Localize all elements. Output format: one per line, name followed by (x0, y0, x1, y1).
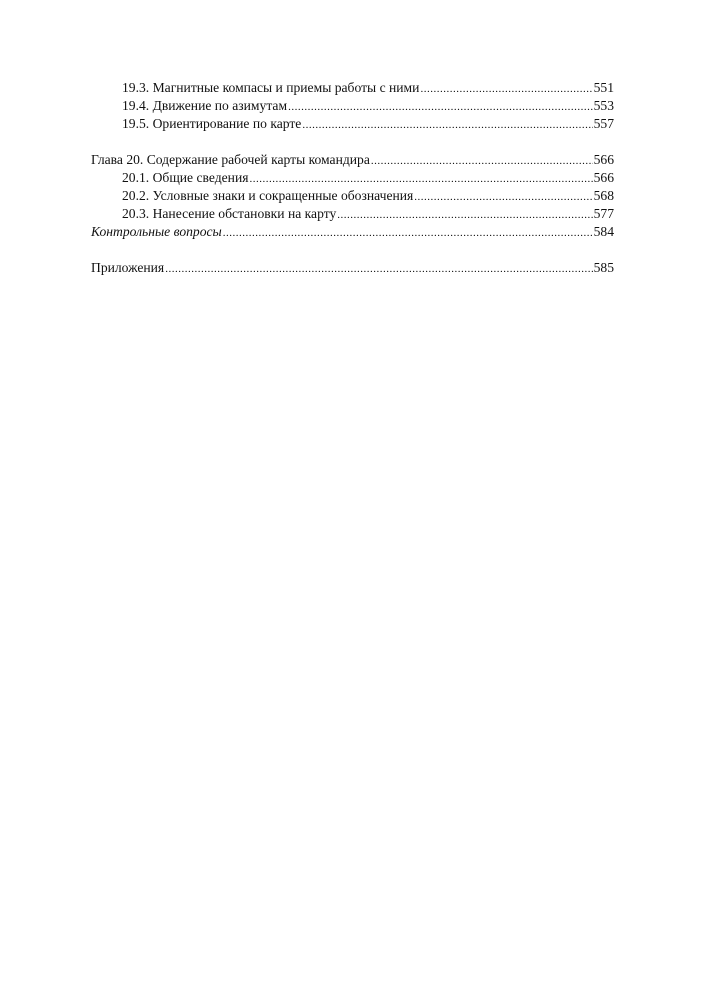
toc-entry-page: 553 (593, 98, 614, 113)
toc-appendix-entry (91, 259, 614, 277)
toc-entry-label: 19.4. Движение по азимутам (122, 98, 288, 113)
toc-entry-page: 584 (593, 224, 614, 239)
toc-entry (91, 187, 614, 205)
dot-leader (165, 260, 592, 278)
dot-leader (420, 80, 592, 98)
toc-entry-label: 19.3. Магнитные компасы и приемы работы с ними (122, 80, 420, 95)
table-of-contents (91, 79, 614, 277)
dot-leader (371, 152, 593, 170)
toc-entry-label: 20.3. Нанесение обстановки на карту (122, 206, 337, 221)
toc-entry-label: 20.2. Условные знаки и сокращенные обозначения (122, 188, 414, 203)
toc-review-questions-entry (91, 223, 614, 241)
dot-leader (223, 224, 593, 242)
toc-entry-page: 557 (593, 116, 614, 131)
toc-entry-page: 568 (593, 188, 614, 203)
toc-entry (91, 205, 614, 223)
toc-entry-page: 585 (593, 260, 614, 275)
toc-entry (91, 169, 614, 187)
toc-entry (91, 97, 614, 115)
dot-leader (288, 98, 593, 116)
dot-leader (414, 188, 592, 206)
toc-entry-page: 566 (593, 170, 614, 185)
toc-entry-label: Приложения (91, 260, 165, 275)
toc-entry-page: 566 (593, 152, 614, 167)
toc-entry-label: Глава 20. Содержание рабочей карты командира (91, 152, 370, 167)
dot-leader (249, 170, 592, 188)
toc-entry-page: 577 (593, 206, 614, 221)
toc-entry (91, 79, 614, 97)
toc-entry-page: 551 (593, 80, 614, 95)
toc-entry-label: 19.5. Ориентирование по карте (122, 116, 302, 131)
toc-entry (91, 115, 614, 133)
toc-entry-label: Контрольные вопросы (91, 224, 222, 239)
dot-leader (337, 206, 592, 224)
toc-chapter-entry (91, 151, 614, 169)
toc-entry-label: 20.1. Общие сведения (122, 170, 249, 185)
dot-leader (302, 116, 592, 134)
